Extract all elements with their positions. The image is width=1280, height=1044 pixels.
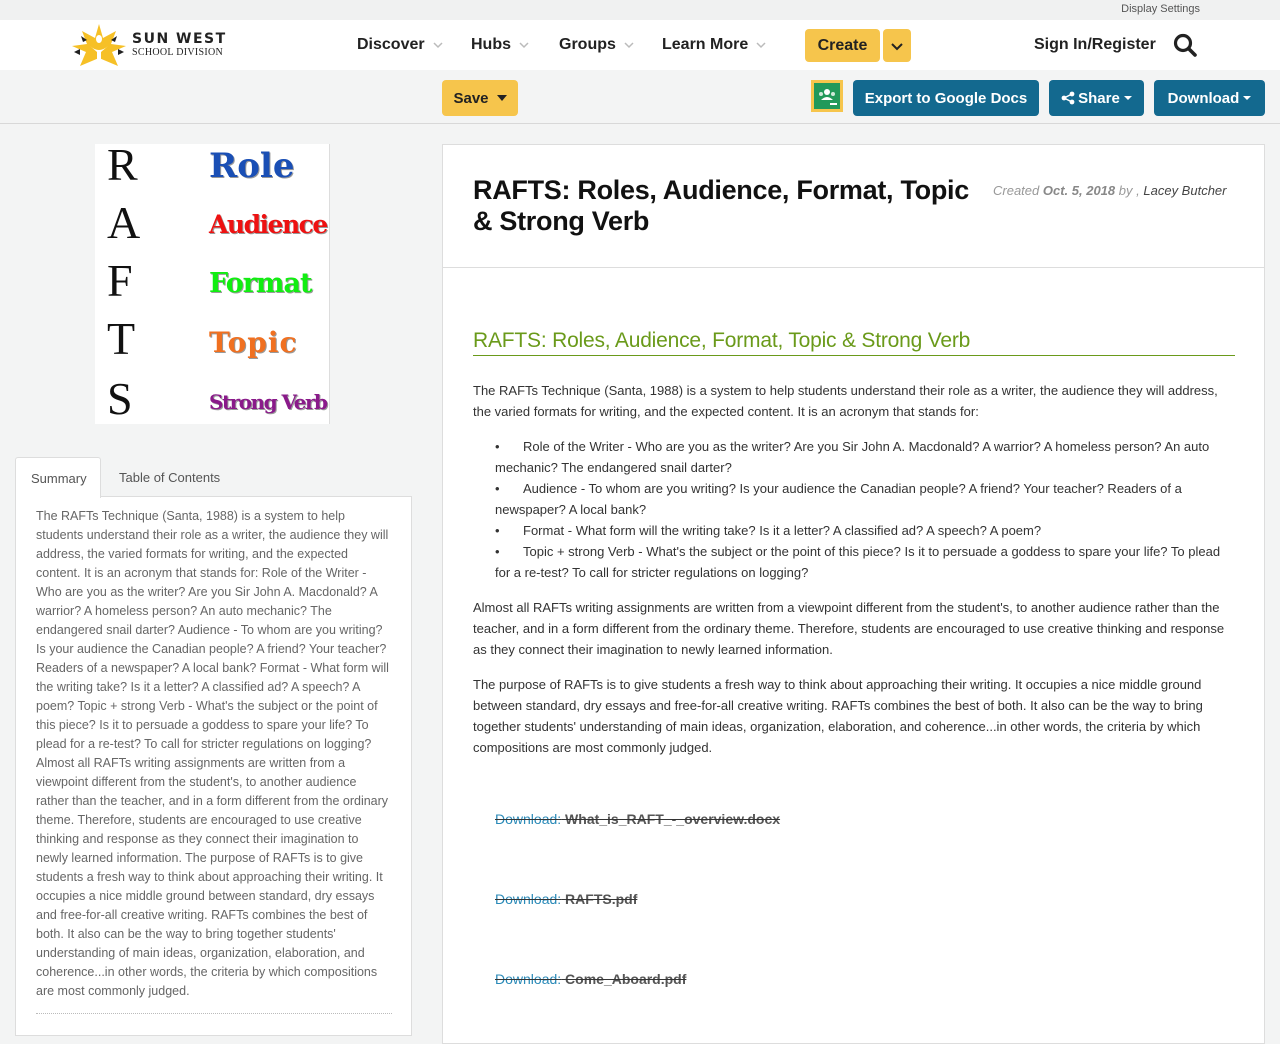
summary-panel (15, 496, 412, 1036)
thumbnail-word: Audience (209, 210, 327, 239)
download-label: Download: (495, 811, 562, 827)
top-strip (0, 0, 1280, 20)
caret-down-icon (1124, 96, 1132, 100)
thumbnail-letter: A (107, 197, 141, 248)
intro-paragraph: The RAFTs Technique (Santa, 1988) is a system to help students understand their role as a writer, the audience they will address, the varied formats for writing, and the expected content. It is an acronym that stands for: (473, 383, 1218, 419)
nav-discover[interactable] (357, 36, 443, 54)
logo-line1: SUN WEST (132, 31, 227, 47)
author-link[interactable]: Lacey Butcher (1143, 183, 1227, 198)
export-google-docs-button[interactable]: Export to Google Docs (853, 80, 1039, 116)
thumbnail-word: Format (209, 268, 312, 299)
thumbnail-letter: T (107, 313, 136, 364)
download-link-3[interactable] (495, 971, 686, 987)
thumbnail-row-f (95, 254, 330, 310)
caret-down-icon (1243, 96, 1251, 100)
paragraph-3: The purpose of RAFTs is to give students a fresh way to think about approaching their writing. It occupies a nice middle ground between standard, dry essays and free-for-all creative writing. RAFTs combines the best of both. It also can be the way to bring together students' understanding of main ideas, organization, elaboration, and coherence...in other words, the criteria by which compositions are most commonly judged. (473, 677, 1203, 755)
divider (36, 1013, 392, 1014)
nav-hubs-label: Hubs (471, 36, 511, 53)
created-meta (993, 183, 1226, 198)
document-card (442, 144, 1265, 1044)
chevron-down-icon (433, 40, 443, 50)
thumbnail-row-s (95, 372, 330, 428)
download-label: Download: (495, 971, 562, 987)
nav-learn-more-label: Learn More (662, 36, 749, 53)
create-dropdown-button[interactable] (883, 29, 911, 62)
paragraph-2: Almost all RAFTs writing assignments are written from a viewpoint different from the student's, to another audience rather than the teacher, and in a form different from the ordinary theme. Therefore, students are encouraged to use creative thinking and response as they connect their imagination to newly learned information. (473, 600, 1225, 657)
tab-table-of-contents[interactable]: Table of Contents (119, 469, 221, 485)
navbar (0, 20, 1280, 70)
nav-discover-label: Discover (357, 36, 425, 53)
save-button[interactable] (442, 80, 518, 116)
thumbnail-letter: S (107, 373, 133, 424)
create-button[interactable]: Create (805, 29, 880, 62)
download-link-1[interactable] (495, 811, 780, 827)
list-item (495, 541, 1235, 583)
list-item-text: Topic + strong Verb - What's the subject or the point of this piece? Is it to persuade a goddess to spare your life? To plead for a re-test? To call for stricter regulations on logging? (495, 544, 1221, 580)
share-button[interactable] (1049, 80, 1144, 116)
by-label: by , (1118, 183, 1140, 198)
thumbnail-word: Strong Verb (209, 390, 327, 414)
rafts-list (473, 436, 1235, 583)
chevron-down-icon (519, 40, 529, 50)
list-item-text: Audience - To whom are you writing? Is your audience the Canadian people? A friend? Your teacher? Readers of a newspaper? A local bank? (495, 481, 1182, 517)
download-filename: What_is_RAFT_-_overview.docx (565, 811, 781, 827)
list-item-text: Role of the Writer - Who are you as the writer? Are you Sir John A. Macdonald? A warrior? A homeless person? An auto mechanic? The endangered snail darter? (495, 439, 1210, 475)
google-classroom-button[interactable] (811, 80, 843, 112)
resource-toolbar (0, 70, 1280, 124)
page-title: RAFTS: Roles, Audience, Format, Topic & Strong Verb (473, 175, 969, 236)
title-area (443, 145, 1264, 268)
google-classroom-icon (814, 83, 840, 109)
list-item-text: Format - What form will the writing take? Is it a letter? A classified ad? A speech? A poem? (523, 523, 1042, 538)
thumbnail-word: Role (209, 146, 295, 186)
display-settings-link[interactable]: Display Settings (1121, 3, 1200, 15)
chevron-down-icon (624, 40, 634, 50)
thumbnail-row-t (95, 312, 330, 368)
download-label: Download (1167, 89, 1240, 107)
list-item (495, 520, 1235, 541)
download-filename: Come_Aboard.pdf (565, 971, 687, 987)
download-link-2[interactable] (495, 891, 637, 907)
section-heading: RAFTS: Roles, Audience, Format, Topic & Strong Verb (473, 328, 1235, 356)
share-label: Share (1078, 89, 1120, 107)
thumbnail-row-r (95, 138, 330, 194)
thumbnail-letter: R (107, 139, 138, 190)
created-label: Created (993, 183, 1040, 198)
caret-down-icon (497, 95, 507, 101)
thumbnail-letter: F (107, 255, 133, 306)
download-filename: RAFTS.pdf (565, 891, 638, 907)
logo[interactable] (68, 22, 248, 68)
download-button[interactable] (1154, 80, 1265, 116)
sign-in-register-link[interactable]: Sign In/Register (1034, 36, 1156, 53)
thumbnail-row-a (95, 196, 330, 252)
nav-hubs[interactable] (471, 36, 529, 54)
save-label: Save (453, 89, 489, 107)
logo-line2: SCHOOL DIVISION (132, 47, 224, 58)
tab-summary[interactable]: Summary (15, 457, 101, 498)
share-icon (1061, 91, 1075, 105)
chevron-down-icon (756, 40, 766, 50)
nav-learn-more[interactable] (662, 36, 766, 54)
download-label: Download: (495, 891, 562, 907)
summary-text: The RAFTs Technique (Santa, 1988) is a system to help students understand their role as a writer, the audience they will address, the varied formats for writing, and the expected content. It is an acronym that stands for: Role of the Writer - Who are you as the writer? Are you Sir John A. Macdonald? A warrior? A homeless person? An auto mechanic? The endangered snail darter? Audience - To whom are you writing? Is your audience the Canadian people? A friend? Your teacher? Readers of a newspaper? A local bank? Format - What form will the writing take? Is it a letter? A classified ad? A speech? A poem? Topic + strong Verb - What's the subject or the point of this piece? Is it to persuade a goddess to spare your life? To plead for a re-test? To call for stricter regulations on logging? Almost all RAFTs writing assignments are written from a viewpoint different from the student's, to another audience rather than the teacher, and in a form different from the ordinary theme. Therefore, students are encouraged to use creative thinking and response as they connect their imagination to newly learned information. The purpose of RAFTs is to give students a fresh way to think about approaching their writing. It occupies a nice middle ground between standard, dry essays and free-for-all creative writing. RAFTs combines the best of both. It also can be the way to bring together students' understanding of main ideas, organization, elaboration, and coherence...in other words, the criteria by which compositions are most commonly judged. (36, 509, 389, 998)
list-item (495, 436, 1235, 478)
nav-groups[interactable] (559, 36, 634, 54)
search-icon[interactable] (1172, 32, 1198, 58)
created-date: Oct. 5, 2018 (1042, 183, 1116, 198)
document-body (473, 328, 1235, 758)
thumbnail-word: Topic (209, 326, 298, 359)
sun-logo-icon (68, 22, 130, 68)
chevron-down-icon (891, 41, 903, 51)
sidebar-tabs (15, 457, 412, 497)
nav-groups-label: Groups (559, 36, 616, 53)
list-item (495, 478, 1235, 520)
resource-thumbnail (95, 139, 330, 424)
